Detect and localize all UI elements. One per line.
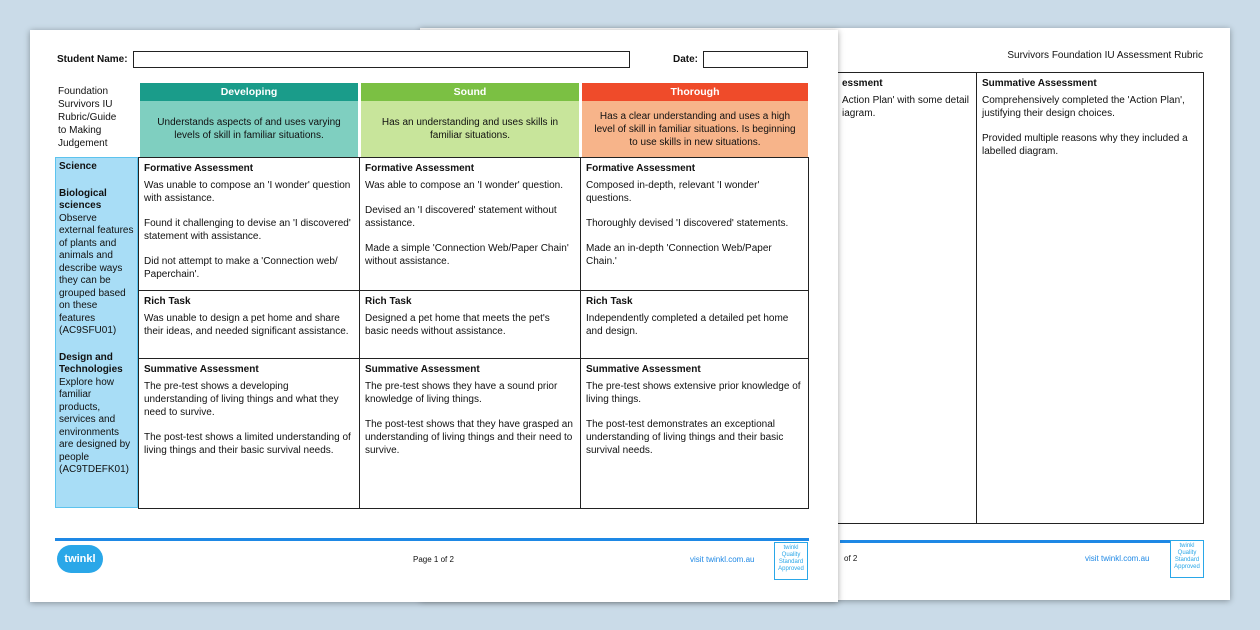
quality-badge-icon: twinkl Quality Standard Approved <box>1170 540 1204 578</box>
front-page <box>30 30 838 602</box>
richtask-thorough <box>580 290 809 359</box>
site-link[interactable]: visit twinkl.com.au <box>690 555 755 564</box>
cell-heading: essment <box>842 78 883 89</box>
cell-text: Was unable to compose an 'I wonder' question with assistance. <box>144 180 351 204</box>
level-header-developing: Developing <box>140 83 358 101</box>
twinkl-logo: twinkl <box>57 545 103 573</box>
cell-text: Made an in-depth 'Connection Web/Paper Chain.' <box>586 243 772 267</box>
cell-text: The pre-test shows they have a sound prior knowledge of living things. <box>365 381 558 405</box>
cell-heading: Summative Assessment <box>365 364 480 375</box>
summative-thorough <box>580 358 809 509</box>
cell-text: The post-test shows a limited understanding of living things and their basic survival needs. <box>144 432 351 456</box>
level-header-sound: Sound <box>361 83 579 101</box>
back-cell-2 <box>976 72 1204 524</box>
cell-text: Designed a pet home that meets the pet's basic needs without assistance. <box>365 313 550 337</box>
cell-heading: Rich Task <box>586 296 633 307</box>
cell-text: Did not attempt to make a 'Connection web/ Paperchain'. <box>144 256 338 280</box>
cell-text: Thoroughly devised 'I discovered' statements. <box>586 218 789 229</box>
cell-text: Made a simple 'Connection Web/Paper Chain' without assistance. <box>365 243 569 267</box>
cell-text: The pre-test shows extensive prior knowledge of living things. <box>586 381 801 405</box>
cell-heading: Summative Assessment <box>982 78 1097 89</box>
cell-text: Was unable to design a pet home and share their ideas, and needed significant assistance. <box>144 313 349 337</box>
cell-heading: Rich Task <box>365 296 412 307</box>
rubric-label-line: Rubric/Guide <box>58 112 117 123</box>
dt-heading: Design and Technologies <box>59 351 123 375</box>
rubric-label-line: Judgement <box>58 138 108 149</box>
science-heading: Science <box>59 161 97 172</box>
page-number: of 2 <box>844 554 858 563</box>
footer-line <box>840 540 1204 543</box>
cell-heading: Summative Assessment <box>144 364 259 375</box>
formative-thorough <box>580 157 809 291</box>
level-desc-developing: Understands aspects of and uses varying levels of skill in familiar situations. <box>140 101 358 157</box>
level-desc-thorough: Has a clear understanding and uses a high level of skill in familiar situations. Is beginning to use skills in new situations. <box>582 101 808 157</box>
cell-text: Comprehensively completed the 'Action Plan', justifying their design choices. <box>982 95 1185 119</box>
curriculum-sidebar <box>55 157 138 508</box>
cell-text: Action Plan' with some detail iagram. <box>842 95 969 119</box>
cell-text: Provided multiple reasons why they included a labelled diagram. <box>982 133 1188 157</box>
formative-developing <box>138 157 360 291</box>
cell-heading: Rich Task <box>144 296 191 307</box>
dt-text: Explore how familiar products, services and environments are designed by people (AC9TDEFK01) <box>59 376 131 475</box>
page-number: Page 1 of 2 <box>413 555 454 564</box>
rubric-label-line: to Making <box>58 125 102 136</box>
cell-text: The post-test shows that they have grasped an understanding of living things and their need to survive. <box>365 419 573 456</box>
formative-sound <box>359 157 581 291</box>
cell-text: Found it challenging to devise an 'I discovered' statement with assistance. <box>144 218 351 242</box>
cell-text: The pre-test shows a developing understanding of living things and what they need to survive. <box>144 381 339 418</box>
cell-text: Composed in-depth, relevant 'I wonder' questions. <box>586 180 760 204</box>
site-link[interactable]: visit twinkl.com.au <box>1085 554 1150 563</box>
quality-badge-icon: twinkl Quality Standard Approved <box>774 542 808 580</box>
cell-text: Devised an 'I discovered' statement without assistance. <box>365 205 557 229</box>
rubric-label-line: Survivors IU <box>58 99 113 110</box>
date-field[interactable] <box>703 51 808 68</box>
cell-text: Was able to compose an 'I wonder' question. <box>365 180 564 191</box>
student-name-field[interactable] <box>133 51 630 68</box>
cell-heading: Formative Assessment <box>365 163 475 174</box>
cell-text: The post-test demonstrates an exceptional understanding of living things and their basic survival needs. <box>586 419 784 456</box>
student-name-label: Student Name: <box>57 54 128 65</box>
level-desc-sound: Has an understanding and uses skills in familiar situations. <box>361 101 579 157</box>
cell-heading: Summative Assessment <box>586 364 701 375</box>
cell-heading: Formative Assessment <box>144 163 254 174</box>
richtask-sound <box>359 290 581 359</box>
cell-text: Independently completed a detailed pet home and design. <box>586 313 789 337</box>
date-label: Date: <box>673 54 699 65</box>
rubric-label <box>58 85 116 150</box>
bio-text: Observe external features of plants and animals and describe ways they can be grouped based on these features (AC9SFU01) <box>59 212 134 336</box>
summative-developing <box>138 358 360 509</box>
richtask-developing <box>138 290 360 359</box>
rubric-label-line: Foundation <box>58 86 109 97</box>
rubric-title: Survivors Foundation IU Assessment Rubric <box>1007 50 1203 61</box>
summative-sound <box>359 358 581 509</box>
footer-line <box>55 538 809 541</box>
level-header-thorough: Thorough <box>582 83 808 101</box>
cell-heading: Formative Assessment <box>586 163 696 174</box>
bio-heading: Biological sciences <box>59 187 107 211</box>
